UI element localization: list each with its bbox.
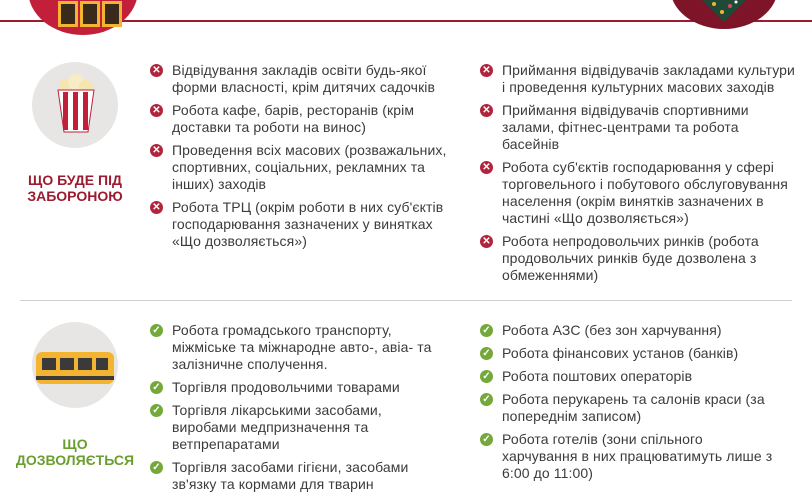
allow-label-line1: ЩО	[62, 436, 88, 452]
x-circle-icon: ✕	[480, 104, 493, 117]
list-item	[150, 142, 450, 193]
window-shape	[102, 1, 122, 27]
item-text: Робота готелів (зони спільного харчування в них працюватимуть лише з 6:00 до 11:00)	[502, 431, 773, 481]
list-item	[150, 459, 450, 493]
building-icon	[28, 0, 138, 35]
item-text: Робота кафе, барів, ресторанів (крім доставки та роботи на винос)	[172, 102, 415, 135]
top-band	[0, 0, 812, 42]
window-shape	[80, 1, 100, 27]
item-text: Торгівля продовольчими товарами	[172, 379, 400, 395]
item-text: Робота ТРЦ (окрім роботи в них суб'єктів господарювання зазначених у винятках «Що дозволяється»)	[172, 199, 444, 249]
item-text: Торгівля засобами гігієни, засобами зв'язку та кормами для тварин	[172, 459, 409, 492]
window-shape	[58, 1, 78, 27]
allow-list-right	[480, 322, 780, 488]
list-item	[480, 62, 798, 96]
ban-label-line1: ЩО БУДЕ ПІД	[28, 172, 122, 188]
ban-list-right	[480, 62, 798, 290]
list-item	[150, 322, 450, 373]
check-circle-icon: ✓	[150, 381, 163, 394]
x-circle-icon: ✕	[150, 64, 163, 77]
item-text: Робота АЗС (без зон харчування)	[502, 322, 722, 338]
list-item	[150, 102, 450, 136]
train-icon	[32, 322, 118, 408]
ban-label-line2: ЗАБОРОНОЮ	[27, 188, 123, 204]
list-item	[480, 322, 780, 339]
x-circle-icon: ✕	[480, 235, 493, 248]
item-text: Торгівля лікарськими засобами, виробами медпризначення та ветпрепаратами	[172, 402, 382, 452]
item-text: Робота поштових операторів	[502, 368, 693, 384]
popcorn-icon	[32, 62, 118, 148]
check-circle-icon: ✓	[480, 370, 493, 383]
item-text: Відвідування закладів освіти будь-якої форми власності, крім дитячих садочків	[172, 62, 436, 95]
item-text: Робота фінансових установ (банків)	[502, 345, 739, 361]
allow-list-left	[150, 322, 450, 499]
x-circle-icon: ✕	[480, 64, 493, 77]
item-text: Робота громадського транспорту, міжміське та міжнародне авто-, авіа- та залізничне сполучення.	[172, 322, 432, 372]
allow-section-label	[15, 436, 135, 468]
list-item	[150, 379, 450, 396]
item-text: Приймання відвідувачів спортивними залами, фітнес-центрами та робота басейнів	[502, 102, 749, 152]
christmas-tree-icon	[694, 0, 754, 24]
ban-list-left	[150, 62, 450, 256]
x-circle-icon: ✕	[480, 161, 493, 174]
item-text: Робота непродовольчих ринків (робота продовольчих ринків буде дозволена з обмеженнями)	[502, 233, 759, 283]
list-item	[480, 368, 780, 385]
list-item	[150, 199, 450, 250]
check-circle-icon: ✓	[480, 393, 493, 406]
check-circle-icon: ✓	[150, 404, 163, 417]
check-circle-icon: ✓	[150, 461, 163, 474]
list-item	[480, 102, 798, 153]
list-item	[150, 402, 450, 453]
list-item	[480, 345, 780, 362]
popcorn-icon-circle	[32, 62, 118, 148]
list-item	[480, 233, 798, 284]
section-divider	[20, 300, 792, 301]
x-circle-icon: ✕	[150, 201, 163, 214]
item-text: Приймання відвідувачів закладами культури і проведення культурних масових заходів	[502, 62, 795, 95]
item-text: Робота суб'єктів господарювання у сфері торговельного і побутового обслуговування населення (окрім винятків зазначених в частині «Що дозволяється»)	[502, 159, 788, 226]
check-circle-icon: ✓	[150, 324, 163, 337]
list-item	[150, 62, 450, 96]
check-circle-icon: ✓	[480, 433, 493, 446]
item-text: Робота перукарень та салонів краси (за попереднім записом)	[502, 391, 765, 424]
list-item	[480, 431, 780, 482]
x-circle-icon: ✕	[150, 104, 163, 117]
check-circle-icon: ✓	[480, 324, 493, 337]
list-item	[480, 159, 798, 227]
item-text: Проведення всіх масових (розважальних, спортивних, соціальних, рекламних та інших) заходів	[172, 142, 447, 192]
x-circle-icon: ✕	[150, 144, 163, 157]
ban-section-label	[15, 172, 135, 204]
allow-label-line2: ДОЗВОЛЯЄТЬСЯ	[15, 452, 135, 468]
train-icon-circle	[32, 322, 118, 408]
list-item	[480, 391, 780, 425]
check-circle-icon: ✓	[480, 347, 493, 360]
